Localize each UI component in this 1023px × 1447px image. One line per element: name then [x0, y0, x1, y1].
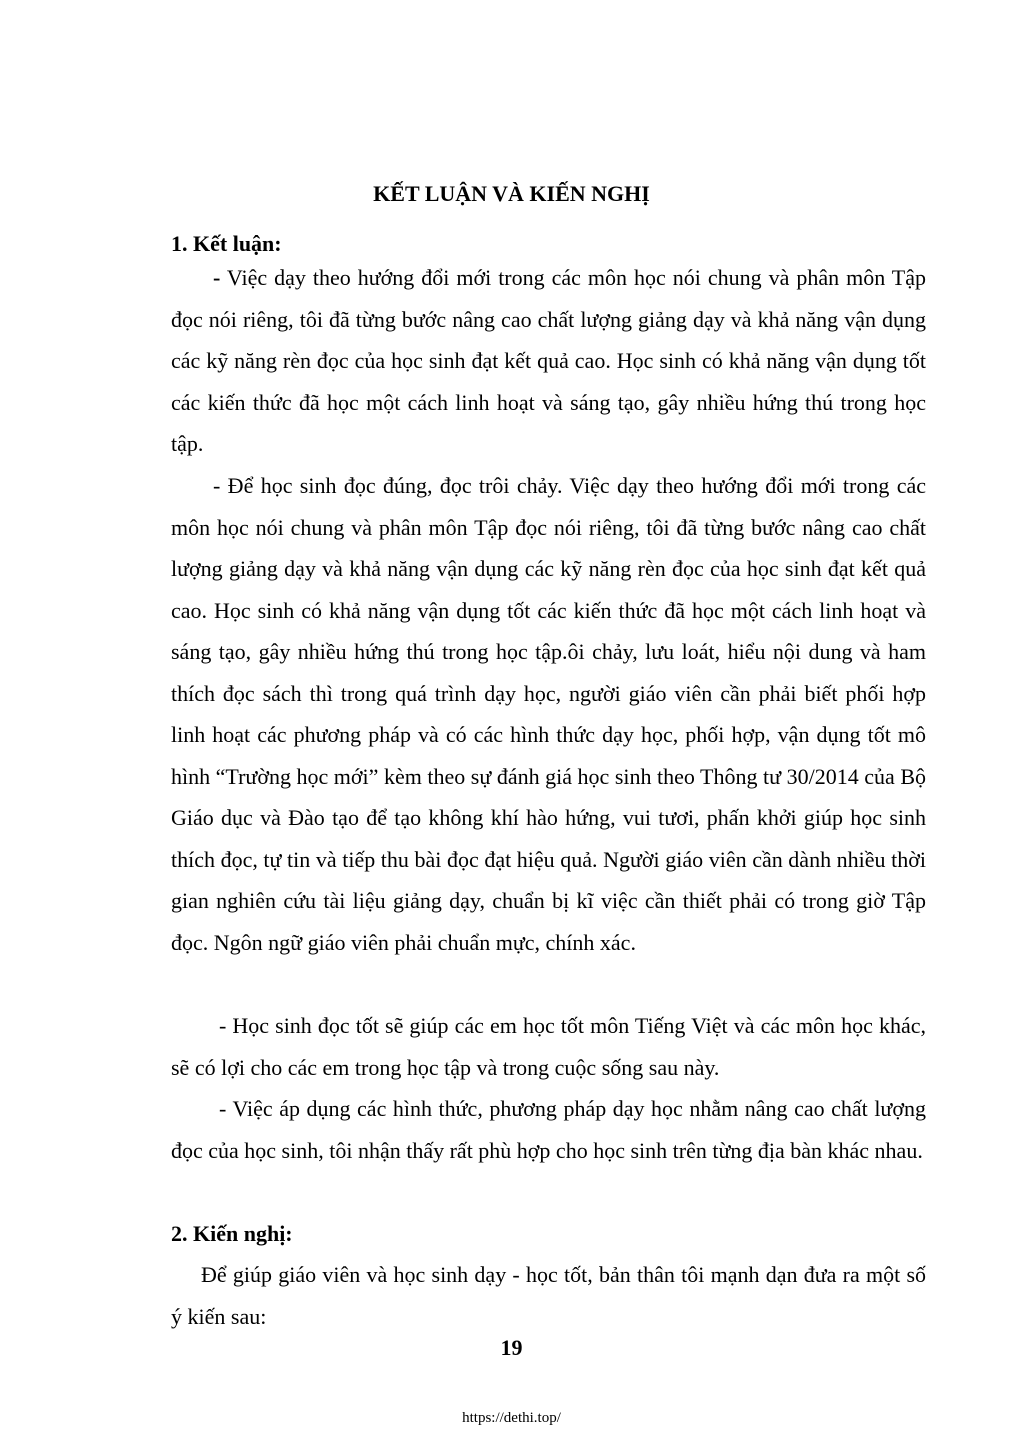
paragraph-text: Việc dạy theo hướng đổi mới trong các môn học nói chung và phân môn Tập đọc nói riêng, tôi đã từng bước nâng cao chất lượng giảng dạy và khả năng vận dụng các kỹ năng rèn đọc của học sinh đạt kết quả cao. Học sinh có khả năng vận dụng tốt các kiến thức đã học một cách linh hoạt và sáng tạo, gây nhiều hứng thú trong học tập. — [171, 265, 926, 456]
section-heading-recommendation: 2. Kiến nghị: — [171, 1221, 293, 1246]
conclusion-paragraph-4: - Việc áp dụng các hình thức, phương pháp dạy học nhằm nâng cao chất lượng đọc của học sinh, tôi nhận thấy rất phù hợp cho học sinh trên từng địa bàn khác nhau. — [171, 1096, 926, 1163]
conclusion-paragraph-2: - Để học sinh đọc đúng, đọc trôi chảy. Việc dạy theo hướng đổi mới trong các môn học nói chung và phân môn Tập đọc nói riêng, tôi đã từng bước nâng cao chất lượng giảng dạy và khả năng vận dụng các kỹ năng rèn đọc của học sinh đạt kết quả cao. Học sinh có khả năng vận dụng tốt các kiến thức đã học một cách linh hoạt và sáng tạo, gây nhiều hứng thú trong học tập.ôi chảy, lưu loát, hiểu nội dung và ham thích đọc sách thì trong quá trình dạy học, người giáo viên cần phải biết phối hợp linh hoạt các phương pháp và có các hình thức dạy học, phối hợp, vận dụng tốt mô hình “Trường học mới” kèm theo sự đánh giá học sinh theo Thông tư 30/2014 của Bộ Giáo dục và Đào tạo để tạo không khí hào hứng, vui tươi, phấn khởi giúp học sinh thích đọc, tự tin và tiếp thu bài đọc đạt hiệu quả. Người giáo viên cần dành nhiều thời gian nghiên cứu tài liệu giảng dạy, chuẩn bị kĩ việc cần thiết phải có trong giờ Tập đọc. Ngôn ngữ giáo viên phải chuẩn mực, chính xác. — [171, 473, 926, 955]
recommendation-paragraph-1: Để giúp giáo viên và học sinh dạy - học tốt, bản thân tôi mạnh dạn đưa ra một số ý kiến sau: — [171, 1262, 926, 1329]
bullet-dash: - — [213, 265, 221, 290]
section-heading-conclusion: 1. Kết luận: — [171, 231, 282, 256]
footer-url: https://dethi.top/ — [462, 1410, 561, 1426]
page-title: KẾT LUẬN VÀ KIẾN NGHỊ — [373, 181, 650, 206]
conclusion-paragraph-1 — [171, 257, 926, 465]
conclusion-paragraph-3: - Học sinh đọc tốt sẽ giúp các em học tốt môn Tiếng Việt và các môn học khác, sẽ có lợi cho các em trong học tập và trong cuộc sống sau này. — [171, 1013, 926, 1080]
page-number: 19 — [500, 1335, 523, 1360]
